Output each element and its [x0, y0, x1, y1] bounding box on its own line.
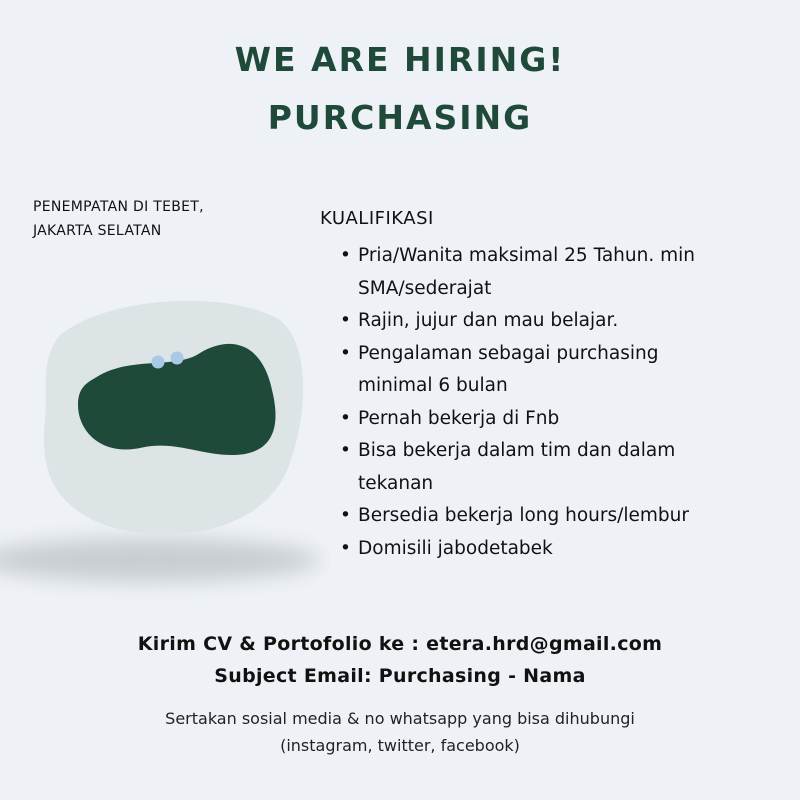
- qualification-text: Pengalaman sebagai purchasing: [358, 342, 659, 364]
- blue-dot: [171, 352, 184, 365]
- placement-info: [33, 195, 293, 243]
- qualification-text: minimal 6 bulan: [358, 375, 508, 396]
- bullet-icon: •: [340, 245, 351, 266]
- decorative-blob-illustration: [0, 290, 330, 600]
- blue-dot: [152, 356, 165, 369]
- qualification-item: [320, 533, 790, 566]
- bullet-icon: •: [340, 505, 351, 526]
- qualification-item: [320, 240, 790, 305]
- qualification-item: [320, 435, 790, 500]
- shadow-ellipse: [0, 538, 320, 582]
- qualification-text: tekanan: [358, 472, 434, 494]
- qualification-item: [320, 338, 790, 403]
- qualifications-title: KUALIFIKASI: [320, 208, 434, 229]
- qualification-item: [320, 305, 790, 338]
- qualification-text: Pernah bekerja di Fnb: [358, 407, 560, 429]
- bullet-icon: •: [340, 342, 351, 364]
- qualifications-list: [320, 240, 790, 565]
- headline-hiring: WE ARE HIRING!: [234, 40, 566, 79]
- headline-position: PURCHASING: [267, 98, 533, 137]
- qualification-item: [320, 403, 790, 436]
- bullet-icon: •: [340, 537, 351, 559]
- bullet-icon: •: [340, 440, 351, 461]
- placement-line: JAKARTA SELATAN: [33, 223, 162, 239]
- qualification-text: Bisa bekerja dalam tim dan dalam: [358, 440, 676, 461]
- bullet-icon: •: [340, 310, 351, 331]
- qualification-text: Domisili jabodetabek: [358, 537, 553, 559]
- contact-subject-line: Subject Email: Purchasing - Nama: [214, 665, 586, 687]
- contact-email-line: Kirim CV & Portofolio ke : etera.hrd@gmail.com: [137, 633, 663, 655]
- qualification-text: Bersedia bekerja long hours/lembur: [358, 505, 689, 526]
- qualification-text: SMA/sederajat: [358, 277, 492, 299]
- qualification-text: Rajin, jujur dan mau belajar.: [358, 310, 619, 331]
- qualification-item: [320, 500, 790, 533]
- placement-line: PENEMPATAN DI TEBET,: [33, 199, 204, 215]
- note-line: Sertakan sosial media & no whatsapp yang bisa dihubungi: [165, 709, 635, 728]
- note-line: (instagram, twitter, facebook): [280, 736, 520, 755]
- qualification-text: Pria/Wanita maksimal 25 Tahun. min: [358, 245, 695, 266]
- bullet-icon: •: [340, 407, 351, 429]
